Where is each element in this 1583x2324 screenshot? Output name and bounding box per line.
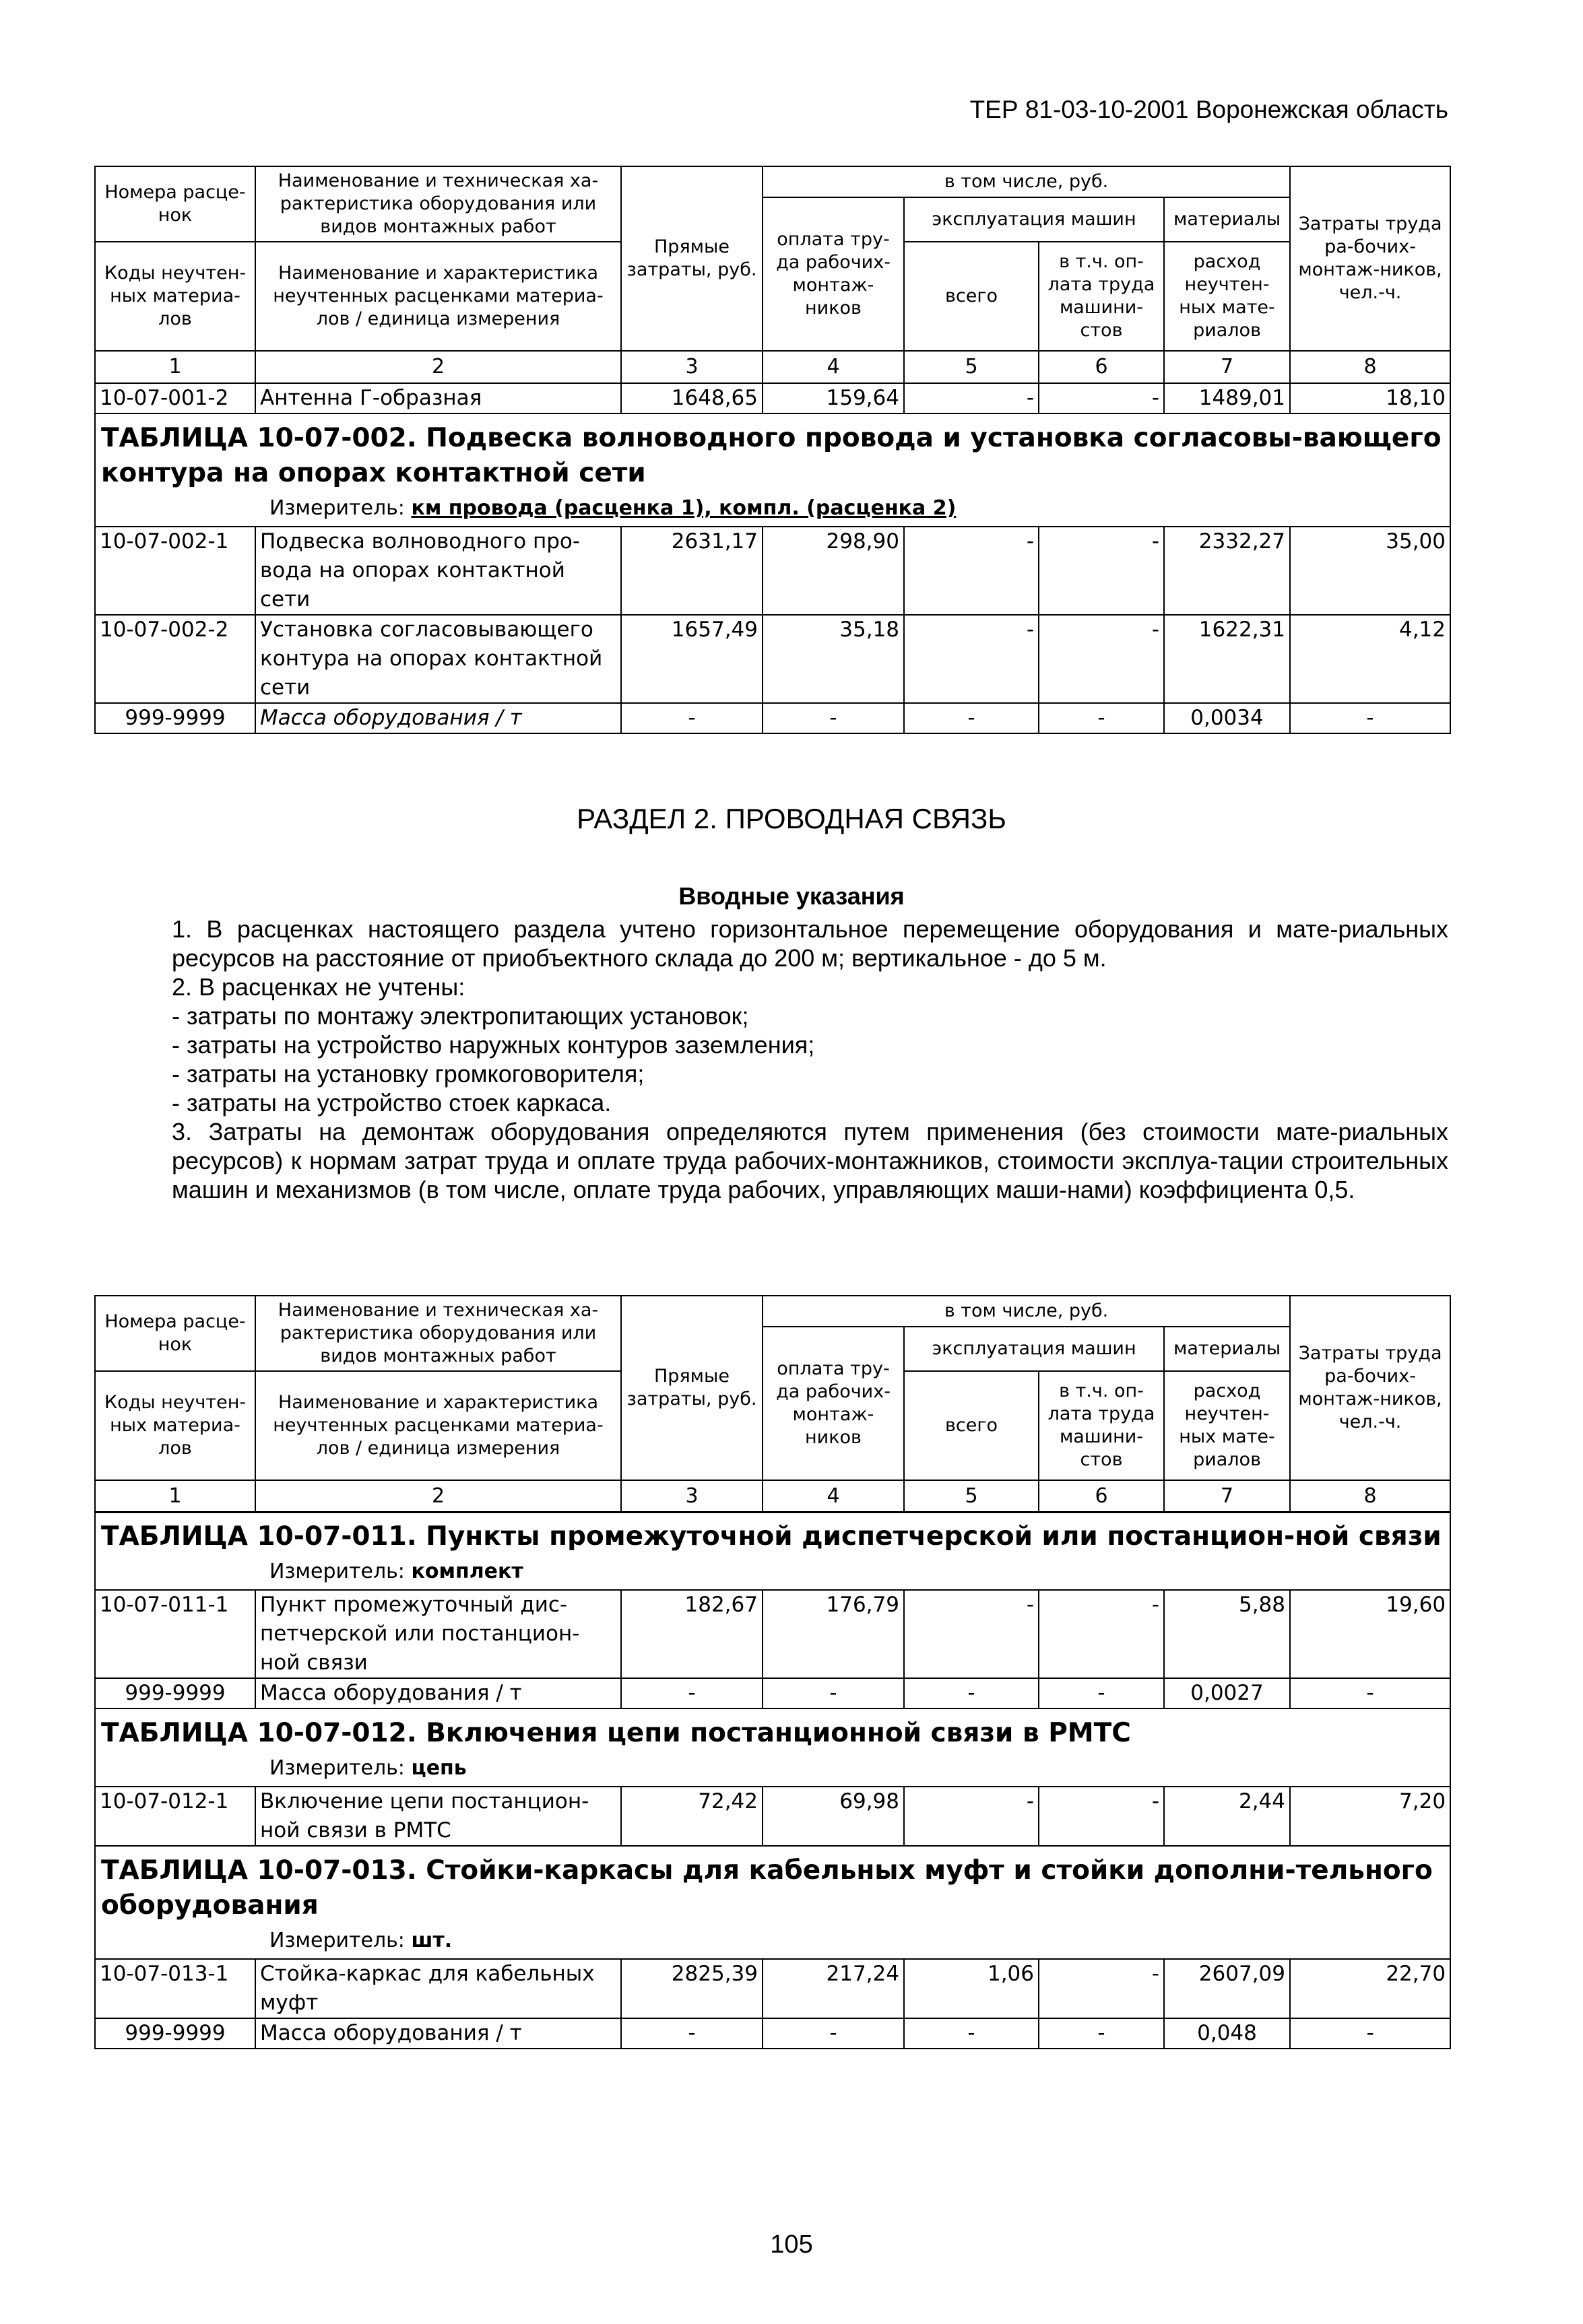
col-codes: Коды неучтен-ных материа-лов (95, 1371, 255, 1480)
table-row: 10-07-001-2 Антенна Г-образная 1648,65 159,64 - - 1489,01 18,10 (95, 383, 1450, 413)
col-num-7: 7 (1164, 1480, 1290, 1513)
table-row: 10-07-011-1 Пункт промежуточный дис-петчерской или постанцион-ной связи 182,67 176,79 - - 5,88 19,60 (95, 1590, 1450, 1678)
col-num-1: 1 (95, 1480, 255, 1513)
col-labor-pay: оплата тру-да рабочих-монтаж-ников (763, 1327, 904, 1480)
col-num-3: 3 (621, 351, 763, 383)
col-num-8: 8 (1290, 1480, 1450, 1513)
col-num-1: 1 (95, 351, 255, 383)
measure-value: цепь (411, 1756, 467, 1780)
col-num-2: 2 (255, 351, 621, 383)
section-title: РАЗДЕЛ 2. ПРОВОДНАЯ СВЯЗЬ (577, 803, 1006, 834)
col-direct-costs: Прямые затраты, руб. (621, 166, 763, 351)
measure-value: шт. (411, 1929, 453, 1952)
col-labor-pay: оплата тру-да рабочих-монтаж-ников (763, 197, 904, 351)
table-title: ТАБЛИЦА 10-07-011. Пункты промежуточной диспетчерской или постанцион-ной связи Измеритель: комплект (95, 1512, 1450, 1590)
col-num-5: 5 (904, 351, 1039, 383)
col-materials: материалы (1164, 197, 1290, 242)
page-number: 105 (770, 2230, 813, 2259)
col-num-3: 3 (621, 1480, 763, 1513)
measure-value: км провода (расценка 1), компл. (расценка 2) (411, 496, 957, 520)
intro-text: 1. В расценках настоящего раздела учтено горизонтальное перемещение оборудования и мате-риальных ресурсов на расстояние от приобъектного склада до 200 м; вертикальное - до 5 м. 2. В расценках не учтены: - затраты по монтажу электропитающих установок; - затраты на устройство наружных контуров заземления; - затраты на установку громкоговорителя; - затраты на устройство стоек каркаса. 3. Затраты на демонтаж оборудования определяются путем применения (без стоимости мате-риальных ресурсов) к нормам затрат труда и оплате труда рабочих-монтажников, стоимости эксплуа-тации строительных машин и механизмов (в том числе, оплате труда рабочих, управляющих маши-нами) коэффициента 0,5. (172, 915, 1448, 1203)
table-row: 999-9999 Масса оборудования / т - - - - 0,048 - (95, 2018, 1450, 2049)
col-num-5: 5 (904, 1480, 1039, 1513)
column-header-table-2 (94, 1295, 1451, 1513)
table-title: ТАБЛИЦА 10-07-012. Включения цепи постанционной связи в РМТС Измеритель: цепь (95, 1708, 1450, 1787)
col-num-4: 4 (763, 1480, 904, 1513)
col-num-6: 6 (1039, 351, 1164, 383)
measure-value: комплект (411, 1560, 523, 1583)
col-num-6: 6 (1039, 1480, 1164, 1513)
col-direct-costs: Прямые затраты, руб. (621, 1296, 763, 1480)
col-rate-number: Номера расце-нок (95, 1296, 255, 1371)
col-codes: Коды неучтен-ных материа-лов (95, 242, 255, 351)
column-header-table-1 (94, 166, 1451, 384)
col-labor-costs: Затраты труда ра-бочих-монтаж-ников, чел.-ч. (1290, 166, 1450, 351)
col-name-materials: Наименование и характеристика неучтенных расценками материа-лов / единица измерения (255, 242, 621, 351)
col-machine-ops: эксплуатация машин (904, 197, 1164, 242)
table-row: 999-9999 Масса оборудования / т - - - - 0,0027 - (95, 1678, 1450, 1708)
col-name-tech: Наименование и техническая ха-рактеристика оборудования или видов монтажных работ (255, 1296, 621, 1371)
table-10-07-002 (94, 383, 1451, 734)
col-incl-machinist: в т.ч. оп-лата труда машини-стов (1039, 1371, 1164, 1480)
tables-10-07-011-to-013 (94, 1511, 1451, 2049)
col-num-2: 2 (255, 1480, 621, 1513)
col-num-4: 4 (763, 351, 904, 383)
col-total: всего (904, 1371, 1039, 1480)
table-row: 10-07-013-1 Стойка-каркас для кабельных муфт 2825,39 217,24 1,06 - 2607,09 22,70 (95, 1959, 1450, 2018)
col-name-materials: Наименование и характеристика неучтенных расценками материа-лов / единица измерения (255, 1371, 621, 1480)
table-row: 10-07-012-1 Включение цепи постанцион-ной связи в РМТС 72,42 69,98 - - 2,44 7,20 (95, 1787, 1450, 1846)
col-consumption: расход неучтен-ных мате-риалов (1164, 242, 1290, 351)
table-row: 10-07-002-1 Подвеска волноводного про-вода на опорах контактной сети 2631,17 298,90 - - 2332,27 35,00 (95, 527, 1450, 615)
intro-title: Вводные указания (678, 882, 905, 910)
col-num-8: 8 (1290, 351, 1450, 383)
col-num-7: 7 (1164, 351, 1290, 383)
col-materials: материалы (1164, 1327, 1290, 1371)
table-row: 10-07-002-2 Установка согласовывающего контура на опорах контактной сети 1657,49 35,18 - - 1622,31 4,12 (95, 615, 1450, 703)
table-title: ТАБЛИЦА 10-07-002. Подвеска волноводного провода и установка согласовы-вающего контура на опорах контактной сети Измеритель: км провода (расценка 1), компл. (расценка 2) (95, 413, 1450, 527)
col-total: всего (904, 242, 1039, 351)
col-labor-costs: Затраты труда ра-бочих-монтаж-ников, чел.-ч. (1290, 1296, 1450, 1480)
table-title: ТАБЛИЦА 10-07-013. Стойки-каркасы для кабельных муфт и стойки дополни-тельного оборудования Измеритель: шт. (95, 1846, 1450, 1959)
col-including: в том числе, руб. (763, 166, 1290, 197)
col-consumption: расход неучтен-ных мате-риалов (1164, 1371, 1290, 1480)
col-including: в том числе, руб. (763, 1296, 1290, 1327)
col-name-tech: Наименование и техническая ха-рактеристика оборудования или видов монтажных работ (255, 166, 621, 242)
col-rate-number: Номера расце-нок (95, 166, 255, 242)
document-header: ТЕР 81-03-10-2001 Воронежская область (969, 96, 1448, 123)
col-incl-machinist: в т.ч. оп-лата труда машини-стов (1039, 242, 1164, 351)
col-machine-ops: эксплуатация машин (904, 1327, 1164, 1371)
table-row: 999-9999 Масса оборудования / т - - - - 0,0034 - (95, 703, 1450, 733)
